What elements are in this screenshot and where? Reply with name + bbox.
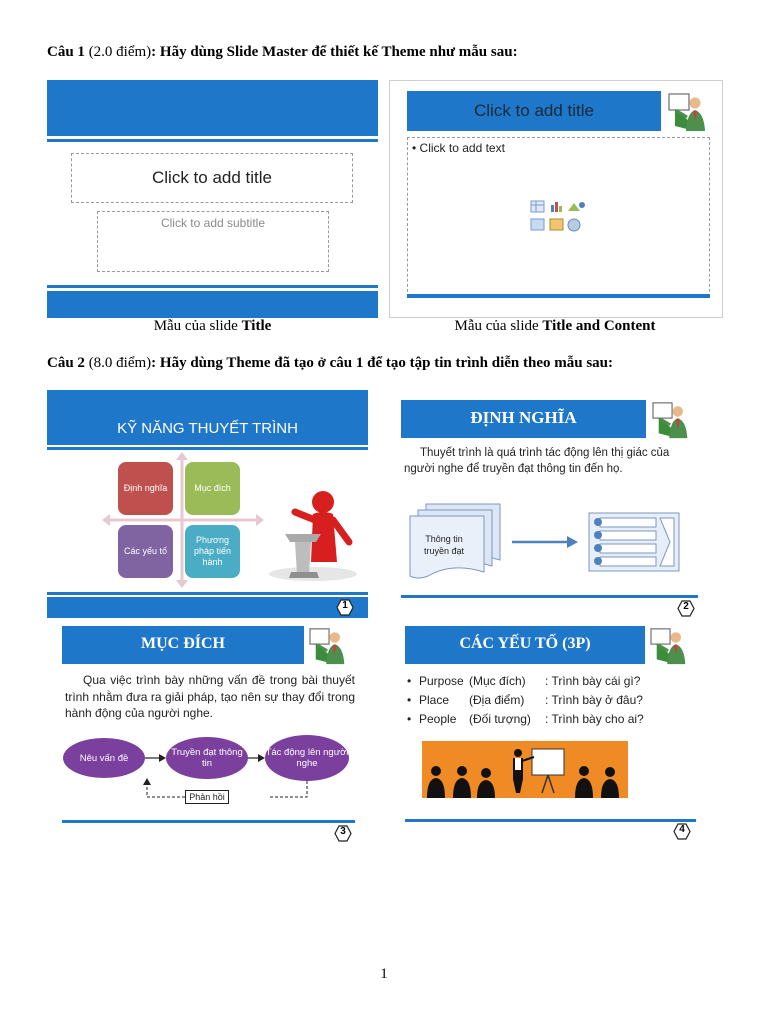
- slide-2-doc-label: Thông tin truyền đạt: [423, 534, 465, 556]
- slide-1-title-band: [47, 390, 368, 445]
- oval-convey-information: Truyền đạt thông tin: [166, 737, 248, 779]
- top-blue-line: [47, 139, 378, 142]
- slide-3-bottom-line: [62, 820, 355, 823]
- title-slide-template: [47, 80, 378, 318]
- audience-presentation-banner: [422, 741, 628, 798]
- slide-1-number-badge: [336, 599, 354, 616]
- slide-4-list: [407, 672, 644, 729]
- content-title-text: Click to add title: [474, 101, 594, 120]
- slide-4-bottom-line: [405, 819, 696, 822]
- bottom-blue-band: [47, 291, 378, 318]
- content-bottom-line: [407, 294, 710, 298]
- caption-bold: Title: [241, 318, 272, 334]
- slide-2-number: 2: [683, 601, 689, 612]
- slide-3-title: MỤC ĐÍCH: [141, 635, 225, 652]
- slide-2-number-badge: [677, 600, 695, 617]
- slide-3-body: Qua việc trình bày những vấn đề trong bài thuyết trình nhằm đưa ra giải pháp, tạo nên sự thay đổi trong hành động của người nghe.: [65, 673, 355, 720]
- content-placeholder-label: Click to add text: [419, 141, 505, 155]
- teacher-clipart-icon: [646, 626, 696, 666]
- slide-3-number-badge: [334, 825, 352, 842]
- slide-2-bottom-line: [401, 595, 698, 598]
- title-placeholder[interactable]: [71, 153, 353, 203]
- tile-definition[interactable]: Định nghĩa: [118, 462, 173, 515]
- question-2-label: Câu 2: [47, 355, 85, 371]
- slide-4-number: 4: [679, 824, 685, 835]
- question-2-instruction: : Hãy dùng Theme đã tạo ở câu 1 để tạo tập tin trình diễn theo mẫu sau:: [151, 355, 614, 371]
- target-list-shape: [588, 512, 680, 572]
- list-item: • People (Đối tượng) : Trình bày cho ai?: [407, 712, 644, 726]
- question-1-instruction: : Hãy dùng Slide Master để thiết kế Theme như mẫu sau:: [151, 44, 518, 60]
- insert-content-icons[interactable]: [530, 200, 588, 234]
- content-placeholder-text: • Click to add text: [412, 141, 505, 155]
- slide-3-title-bar: [62, 626, 304, 664]
- list-item: • Purpose (Mục đích) : Trình bày cái gì?: [407, 674, 641, 688]
- top-blue-band: [47, 80, 378, 136]
- slide-2-title-bar: [401, 400, 646, 438]
- feedback-box: Phản hồi: [185, 790, 229, 804]
- content-slide-caption: [420, 318, 690, 335]
- slide-1-number: 1: [342, 600, 348, 611]
- slide-2: [398, 390, 704, 618]
- question-1-label: Câu 1: [47, 44, 85, 60]
- question-2-heading: [47, 355, 613, 372]
- content-placeholder[interactable]: [407, 137, 710, 297]
- slide-4-title: CÁC YẾU TỐ (3P): [459, 635, 591, 652]
- slide-2-title: ĐỊNH NGHĨA: [470, 408, 577, 427]
- question-1-heading: [47, 44, 518, 61]
- slide-1-bottom-line: [47, 592, 368, 595]
- caption-prefix: Mẫu của slide: [153, 318, 242, 334]
- content-title-bar[interactable]: [407, 91, 661, 131]
- slide-4: [398, 620, 704, 842]
- tile-purpose[interactable]: Mục đích: [185, 462, 240, 515]
- teacher-clipart-icon: [305, 626, 355, 666]
- subtitle-placeholder[interactable]: [97, 211, 329, 272]
- title-placeholder-text: Click to add title: [152, 168, 272, 187]
- question-1-points: (2.0 điểm): [84, 44, 152, 60]
- oval-raise-issue: Nêu vấn đề: [63, 738, 145, 778]
- page-number: 1: [380, 966, 388, 982]
- teacher-clipart-icon: [667, 91, 713, 133]
- tile-elements[interactable]: Các yếu tố: [118, 525, 173, 578]
- slide-1-title-line: [47, 447, 368, 450]
- caption-prefix: Mẫu của slide: [454, 318, 543, 334]
- slide-4-title-bar: [405, 626, 645, 664]
- slide-4-number-badge: [673, 823, 691, 840]
- list-item: • Place (Địa điểm) : Trình bày ở đâu?: [407, 693, 643, 707]
- caption-bold: Title and Content: [542, 318, 656, 334]
- oval-influence-audience: Tác động lên người nghe: [265, 735, 349, 781]
- question-2-points: (8.0 điểm): [84, 355, 152, 371]
- slide-1-bottom-band: [47, 597, 368, 618]
- right-arrow-icon: [512, 535, 578, 549]
- subtitle-placeholder-text: Click to add subtitle: [160, 216, 266, 230]
- slide-1-title: KỸ NĂNG THUYẾT TRÌNH: [117, 420, 298, 437]
- slide-1: [47, 390, 368, 618]
- tile-method[interactable]: Phương pháp tiến hành: [185, 525, 240, 578]
- slide-2-body: Thuyết trình là quá trình tác động lên thị giác của người nghe để truyền đạt thông tin đến họ.: [404, 447, 670, 475]
- teacher-clipart-icon: [648, 400, 698, 440]
- slide-3-number: 3: [340, 826, 346, 837]
- title-content-slide-template: [389, 80, 723, 318]
- slide-3: [57, 620, 362, 842]
- bottom-blue-line: [47, 285, 378, 288]
- title-slide-caption: [105, 318, 320, 335]
- speaker-podium-clipart: [261, 482, 365, 582]
